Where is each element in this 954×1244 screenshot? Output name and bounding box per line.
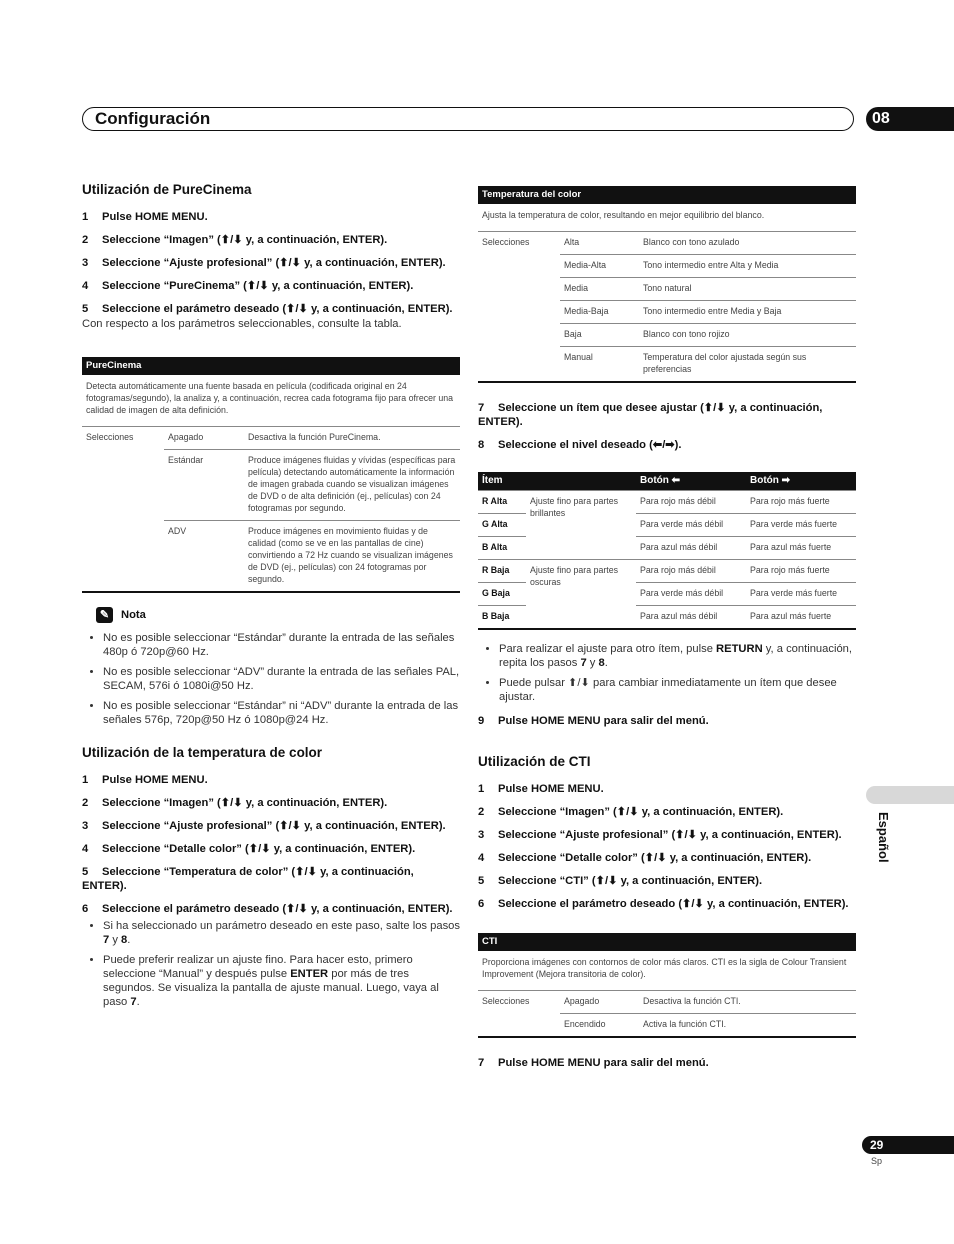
right-button-effect: Para rojo más fuerte: [746, 491, 856, 514]
step-item: 7 Seleccione un ítem que desee ajustar (⬆/⬇ y, a continuación, ENTER).: [478, 402, 823, 428]
list-item: • Puede preferir realizar un ajuste fino. Para hacer esto, primero seleccione “Manual” y después pulse ENTER por más de tres segundos. Se visualiza la pantalla de ajuste manual. Luego, vaya al paso 7.: [103, 953, 460, 1009]
step-item: 2 Seleccione “Imagen” (⬆/⬇ y, a continuación, ENTER).: [82, 797, 388, 809]
option-name: Manual: [560, 347, 639, 383]
right-button-effect: Para azul más fuerte: [746, 606, 856, 630]
option-name: Media-Alta: [560, 255, 639, 278]
option-description: Blanco con tono rojizo: [639, 324, 856, 347]
list-item: • Puede pulsar ⬆/⬇ para cambiar inmediatamente un ítem que desee ajustar.: [499, 676, 856, 704]
fine-adjust-table: [478, 472, 856, 630]
step-item: 3 Seleccione “Ajuste profesional” (⬆/⬇ y, a continuación, ENTER).: [82, 820, 446, 832]
option-name: Estándar: [164, 450, 244, 521]
item-name: G Baja: [478, 583, 526, 606]
step-item: 4 Seleccione “PureCinema” (⬆/⬇ y, a continuación, ENTER).: [82, 280, 414, 292]
step-item: 5 Seleccione “CTI” (⬆/⬇ y, a continuación, ENTER).: [478, 875, 763, 887]
step-item: 8 Seleccione el nivel deseado (⬅/➡).: [478, 439, 682, 451]
option-description: Tono intermedio entre Alta y Media: [639, 255, 856, 278]
step-item: 6 Seleccione el parámetro deseado (⬆/⬇ y, a continuación, ENTER).: [478, 898, 849, 910]
step-item: 4 Seleccione “Detalle color” (⬆/⬇ y, a continuación, ENTER).: [478, 852, 812, 864]
right-button-effect: Para rojo más fuerte: [746, 560, 856, 583]
option-name: Baja: [560, 324, 639, 347]
option-name: Apagado: [168, 432, 204, 442]
left-button-effect: Para rojo más débil: [636, 560, 746, 583]
section-heading-purecinema: Utilización de PureCinema: [82, 182, 252, 197]
item-name: R Alta: [478, 491, 526, 514]
list-item: • No es posible seleccionar “Estándar” ni “ADV” durante la entrada de las señales 576p, 720p@50 Hz ó 1080p@24 Hz.: [103, 699, 460, 727]
table-description: Proporciona imágenes con contornos de color más claros. CTI es la sigla de Colour Transient Improvement (Mejora transitoria de color).: [478, 951, 856, 991]
item-name: B Alta: [478, 537, 526, 560]
list-item: • Si ha seleccionado un parámetro deseado en este paso, salte los pasos 7 y 8.: [103, 919, 460, 947]
purecinema-steps: [82, 210, 460, 316]
item-name: B Baja: [478, 606, 526, 630]
option-description: Blanco con tono azulado: [643, 237, 740, 247]
note-label: Nota: [121, 609, 146, 621]
table-description: Detecta automáticamente una fuente basada en película (codificada original en 24 fotogramas/segundo), la analiza y, a continuación, recrea cada fotograma fijo para ofrecer una calidad de imagen de alta definición.: [82, 375, 460, 427]
option-name: ADV: [164, 521, 244, 593]
left-button-effect: Para verde más débil: [636, 514, 746, 537]
option-name: Media-Baja: [560, 301, 639, 324]
selections-label: Selecciones: [86, 432, 134, 442]
option-name: Apagado: [564, 996, 600, 1006]
side-tab: [866, 786, 954, 804]
left-button-effect: Para verde más débil: [636, 583, 746, 606]
col-left-button: Botón ⬅: [636, 472, 746, 491]
purecinema-note: Con respecto a los parámetros seleccionables, consulte la tabla.: [82, 318, 402, 330]
step-item: 1 Pulse HOME MENU.: [82, 211, 208, 223]
list-item: • Para realizar el ajuste para otro ítem, pulse RETURN y, a continuación, repita los pasos 7 y 8.: [499, 642, 856, 670]
page-number: 29: [862, 1136, 954, 1154]
group-description: Ajuste fino para partes oscuras: [526, 560, 636, 630]
option-name: Alta: [564, 237, 580, 247]
selections-label: Selecciones: [482, 237, 530, 247]
option-description: Temperatura del color ajustada según sus preferencias: [639, 347, 856, 383]
step-item: 5 Seleccione “Temperatura de color” (⬆/⬇ y, a continuación, ENTER).: [82, 866, 414, 892]
note-header: [96, 607, 460, 623]
table-description: Ajusta la temperatura de color, resultando en mejor equilibrio del blanco.: [478, 204, 856, 232]
step-item: 5 Seleccione el parámetro deseado (⬆/⬇ y, a continuación, ENTER).: [82, 303, 453, 315]
right-button-effect: Para verde más fuerte: [746, 514, 856, 537]
table-row: [478, 991, 856, 1014]
option-description: Produce imágenes en movimiento fluidas y de calidad (como se ve en las pantallas de cine) convirtiendo a 72 Hz cuando se visualizan imágenes de DVD (ej., películas) con 24 fotogramas por segundo.: [244, 521, 460, 593]
left-button-effect: Para azul más débil: [636, 606, 746, 630]
left-button-effect: Para azul más débil: [636, 537, 746, 560]
list-item: • No es posible seleccionar “Estándar” durante la entrada de las señales 480p ó 720p@60 Hz.: [103, 631, 460, 659]
color-temp-bullets: [82, 919, 460, 1009]
option-description: Tono intermedio entre Media y Baja: [639, 301, 856, 324]
table-title: CTI: [478, 933, 856, 951]
language-code: Sp: [871, 1156, 883, 1166]
option-description: Desactiva la función CTI.: [643, 996, 741, 1006]
language-label: Español: [876, 812, 891, 863]
right-button-effect: Para verde más fuerte: [746, 583, 856, 606]
right-column: [478, 186, 856, 1079]
step-item: 4 Seleccione “Detalle color” (⬆/⬇ y, a continuación, ENTER).: [82, 843, 416, 855]
adjust-bullets: [478, 642, 856, 704]
step-9: 9 Pulse HOME MENU para salir del menú.: [478, 715, 709, 727]
selections-label: Selecciones: [482, 996, 530, 1006]
step-item: 2 Seleccione “Imagen” (⬆/⬇ y, a continuación, ENTER).: [478, 806, 784, 818]
group-description: Ajuste fino para partes brillantes: [526, 491, 636, 560]
option-description: Desactiva la función PureCinema.: [248, 432, 381, 442]
step-item: 6 Seleccione el parámetro deseado (⬆/⬇ y, a continuación, ENTER).: [82, 903, 453, 915]
option-description: Activa la función CTI.: [639, 1014, 856, 1038]
color-temp-table: [478, 186, 856, 383]
table-row: [82, 427, 460, 450]
step-item: 1 Pulse HOME MENU.: [478, 783, 604, 795]
option-description: Tono natural: [639, 278, 856, 301]
option-name: Encendido: [560, 1014, 639, 1038]
step-item: 3 Seleccione “Ajuste profesional” (⬆/⬇ y, a continuación, ENTER).: [478, 829, 842, 841]
table-title: PureCinema: [82, 357, 460, 375]
section-heading-color-temp: Utilización de la temperatura de color: [82, 745, 323, 760]
step-item: 2 Seleccione “Imagen” (⬆/⬇ y, a continuación, ENTER).: [82, 234, 388, 246]
section-heading-cti: Utilización de CTI: [478, 754, 591, 769]
table-row: [478, 491, 856, 514]
color-temp-steps: [82, 773, 460, 916]
step-item: 1 Pulse HOME MENU.: [82, 774, 208, 786]
left-button-effect: Para rojo más débil: [636, 491, 746, 514]
list-item: • No es posible seleccionar “ADV” durante la entrada de las señales PAL, SECAM, 576i ó 1080i@50 Hz.: [103, 665, 460, 693]
right-button-effect: Para azul más fuerte: [746, 537, 856, 560]
col-item: Ítem: [478, 472, 526, 491]
purecinema-table: [82, 357, 460, 593]
left-column: [82, 182, 460, 1017]
item-name: G Alta: [478, 514, 526, 537]
chapter-badge: 08: [866, 107, 954, 131]
item-name: R Baja: [478, 560, 526, 583]
col-right-button: Botón ➡: [746, 472, 856, 491]
note-list: [82, 631, 460, 727]
cti-table: [478, 933, 856, 1038]
adjust-steps: [478, 401, 856, 452]
cti-final-step: 7 Pulse HOME MENU para salir del menú.: [478, 1057, 709, 1069]
table-row: [478, 232, 856, 255]
page-title: Configuración: [95, 109, 211, 128]
step-item: 3 Seleccione “Ajuste profesional” (⬆/⬇ y, a continuación, ENTER).: [82, 257, 446, 269]
cti-steps: [478, 782, 856, 911]
option-name: Media: [560, 278, 639, 301]
table-title: Temperatura del color: [478, 186, 856, 204]
option-description: Produce imágenes fluidas y vívidas (específicas para película) detectando automáticamente la información de imagen grabada cuando se visualizan imágenes de DVD o de alta definición (ej., películas) con 24 fotogramas por segundo.: [244, 450, 460, 521]
table-row: [478, 560, 856, 583]
pencil-icon: ✎: [96, 607, 113, 623]
